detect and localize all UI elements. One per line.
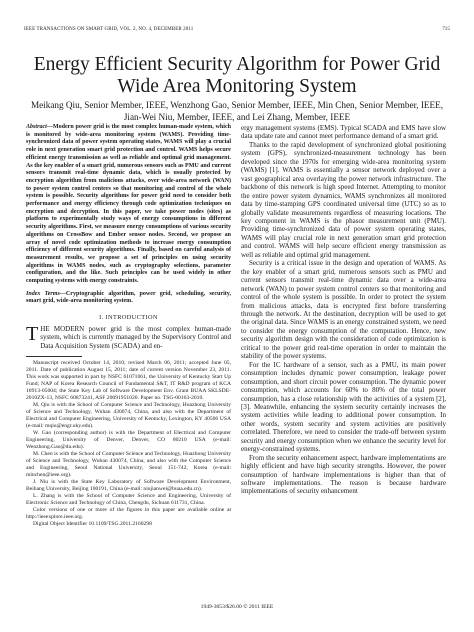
right-column xyxy=(241,124,446,496)
running-header xyxy=(24,27,450,37)
footnotes xyxy=(26,360,231,528)
title-line-2: Wide Area Monitoring System xyxy=(117,76,357,97)
abstract xyxy=(26,124,231,286)
body-paragraph: Thanks to the rapid development of synchronized global positioning system (GPS), synchronized-measurement technology has been developed since the 1970s for emerging wide-area monitoring system (WAMS) [1]. WAMS is essentially a sensor network deployed over a vast geographical area overlaying the power network infrastructure. The backbone of this network is high speed Internet. Attempting to monitor the entire power system dynamics, WAMS synchronizes all monitored data by time-stamping GPS coordinated universal time (UTC) so as to globally validate measurements regardless of measuring locations. The key component in WAMS is the phasor measurement unit (PMU). Providing time-synchronized data of power system operating states, WAMS will play crucial role in next generation smart grid protection and control. WAMS will help secure efficient energy transmission as well as reliable and optimal grid management. xyxy=(241,140,446,259)
index-terms-label: Index Terms— xyxy=(26,290,66,297)
page-number: 715 xyxy=(442,27,450,32)
author-list xyxy=(24,100,450,123)
intro-text: power grid is the most complex human-made system, which is currently managed by the Supervisory Control and Data Acquisition System (SCADA) and en- xyxy=(40,324,232,351)
title-line-1: Energy Efficient Security Algorithm for Power Grid xyxy=(33,54,441,75)
index-terms xyxy=(26,291,231,306)
body-paragraph: Security is a critical issue in the design and operation of WAMS. As the key enabler of a smart grid, numerous sensors such as PMU and current sensors transmit real-time dynamic data over a wide-area network (WAN) to power system control centers so that monitoring and control of the whole system is possible. In order to protect the system from malicious attacks, data is encrypted first before transferring through the network. At the destination, decryption will be used to get the original data. Since WAMS is an energy constrained system, we need to consider the energy consumption of the computation. Hence, new security algorithm design with the consideration of code optimization is critical to the power grid real-time operation in order to maintain the stability of the power systems. xyxy=(241,259,446,361)
footnote: L. Zhang is with the School of Computer Science and Engineering, University of Electronic Science and Technology of China, Chengdu, Sichuan 611731, China. xyxy=(26,492,231,506)
footnote-divider xyxy=(26,356,82,357)
intro-lead: HE MODERN xyxy=(40,324,85,333)
abstract-label: Abstract— xyxy=(26,124,53,130)
left-column xyxy=(26,124,231,528)
body-paragraph: From the security enhancement aspect, hardware implementations are highly efficient and have high security strengths. However, the power consumption of hardware implementations is higher than that of software implementations. The reason is because hardware implementations of security enhancement xyxy=(241,453,446,496)
footnote: J. Niu is with the State Key Laboratory of Software Development Environment, Beihang University, Beijing 100191, China (e-mail: niujianwei@buaa.edu.cn). xyxy=(26,478,231,492)
footnote: M. Chen is with the School of Computer Science and Technology, Huazhong University of Science and Technology, Wuhan 430074, China, and also with the Computer Science and Engineering, Seoul National University, Seoul 151-742, Korea (e-mail: minchen@ieee.org). xyxy=(26,450,231,478)
authors-line-1: Meikang Qiu, Senior Member, IEEE, Wenzhong Gao, Senior Member, IEEE, Min Chen, Senior Member, IEEE, xyxy=(30,100,444,110)
body-paragraph: For the IC hardware of a sensor, such as a PMU, its main power consumption includes dynamic power consumption, leakage power consumption, and short circuit power consumption. The dynamic power consumption, which accounts for 60% to 80% of the total power consumption, has a close relationship with the activities of a system [2], [3]. Meanwhile, enhancing the system security certainly increases the system activities while leading to additional power consumption. In other words, system security and system activities are positively correlated. Therefore, we need to consider the trade-off between system security and energy consumption when we enhance the security level for energy-constrained systems. xyxy=(241,360,446,454)
journal-name: IEEE TRANSACTIONS ON SMART GRID, VOL. 2, NO. 4, DECEMBER 2011 xyxy=(24,27,194,32)
footnote: Digital Object Identifier 10.1109/TSG.2011.2160298 xyxy=(33,520,152,527)
paper-title xyxy=(14,54,460,98)
body-paragraph: ergy management systems (EMS). Typical SCADA and EMS have slow data update rate and cannot meet performance demand of a smart grid. xyxy=(241,124,446,141)
copyright-footer: 1949-3053/$26.00 © 2011 IEEE xyxy=(200,604,274,610)
footnote: W. Gao (corresponding author) is with the Department of Electrical and Computer Engineering, University of Denver, Denver, CO 80210 USA (e-mail: Wenzhong.Gao@du.edu). xyxy=(26,429,231,450)
intro-paragraph xyxy=(26,322,232,351)
footnote: M. Qiu is with the School of Computer Science and Technology, Huazhong University of Science and Technology, Wuhan 430074, China, and also with the Department of Electrical and Computer Engineering, University of Kentucky, Lexington, KY 40506 USA (e-mail: mqiu@engr.uky.edu). xyxy=(26,401,231,429)
footnote: Color versions of one or more of the figures in this paper are available online at http://ieeexplore.ieee.org. xyxy=(26,506,231,520)
drop-cap: T xyxy=(26,322,39,345)
footnote: Manuscript received October 14, 2010; revised March 06, 2011; accepted June 05, 2011. Date of publication August 15, 2011; date of current version November 23, 2011. This work was supported in part by NSFC 61071061, the University of Kentucky Start Up Fund; NAP of Korea Research Council of Fundamental S&T, IT R&D program of KCA 10913-05004; the State Key Lab of Software Development Env. Grant BUAA SKLSDE-2010ZX-13, NSFC 60873241, ASF 20091951020. Paper no. TSG-00163-2010. xyxy=(26,359,231,401)
index-terms-text: Cryptographic algorithm, power grid, scheduling, security, smart grid, wide-area monitoring system. xyxy=(26,290,231,305)
authors-line-2: Jian-Wei Niu, Member, IEEE, and Lei Zhang, Member, IEEE xyxy=(123,111,351,122)
abstract-text: Modern power grid is the most complex human-made system, which is monitored by wide-area monitoring system (WAMS). Providing time-synchronized data of power system operating states, WAMS will play a crucial role in next generation smart grid protection and control. WAMS helps secure efficient energy transmission as well as reliable and optimal grid management. As the key enabler of a smart grid, numerous sensors such as PMU and current sensors transmit real-time dynamic data, which is usually protected by encryption algorithm from malicious attacks, over wide-area network (WAN) to power system control centers so that monitoring and control of the whole system is possible. Security algorithms for power grid need to consider both performance and energy efficiency through code optimization techniques on encryption and decryption. In this paper, we take power nodes (sites) as platform to experimentally study ways of energy consumptions in different security algorithms. First, we measure energy consumptions of various security algorithms on CrossBow and Ember sensor nodes. Second, we propose an array of novel code optimization methods to increase energy consumption efficiency of different security algorithms. Finally, based on careful analysis of measurement results, we propose a set of principles on using security algorithms in WAMS nodes, such as cryptography selections, parameter configuration, and the like. Such principles can be used widely in other computing systems with energy constraints. xyxy=(26,124,231,285)
section-heading: I. INTRODUCTION xyxy=(99,314,158,322)
